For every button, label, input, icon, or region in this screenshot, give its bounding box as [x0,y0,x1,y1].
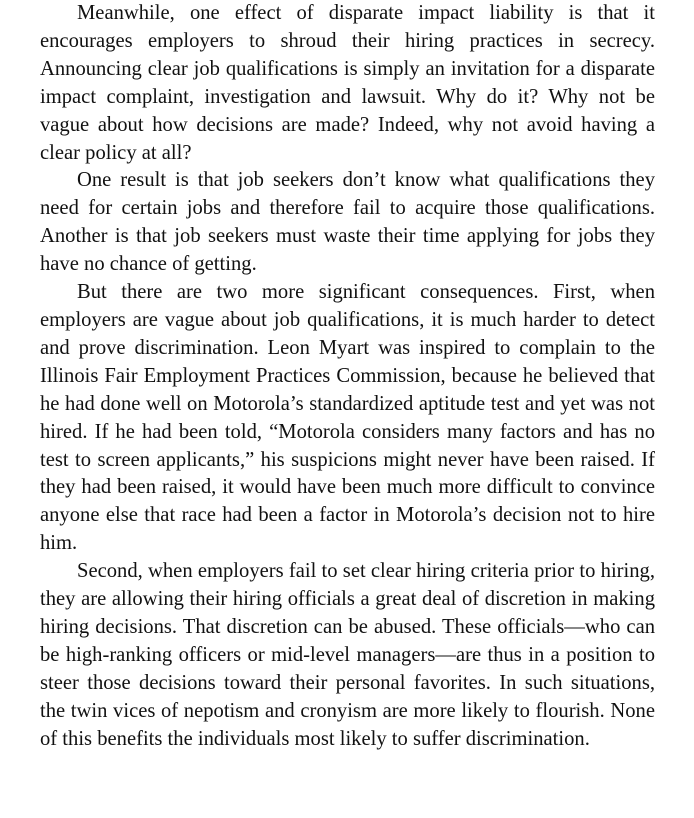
paragraph-job-seekers-result: One result is that job seekers don’t know what qualifications they need for certain jobs and therefore fail to acquire those qualifications. Another is that job seekers must waste their time applying for jobs they have no chance of getting. [40,169,655,276]
paragraph-disparate-impact-secrecy: Meanwhile, one effect of disparate impact liability is that it encourages employers to shroud their hiring practices in secrecy. Announcing clear job qualifications is simply an invitation for a disparate impact complaint, investigation and lawsuit. Why do it? Why not be vague about how decisions are made? Indeed, why not avoid having a clear policy at all? [40,2,655,164]
document-page [40,0,655,753]
paragraph-hiring-discretion: Second, when employers fail to set clear hiring criteria prior to hiring, they are allowing their hiring officials a great deal of discretion in making hiring decisions. That discretion can be abused. These officials—who can be high-ranking officers or mid-level managers—are thus in a position to steer those decisions toward their personal favorites. In such situations, the twin vices of nepotism and cronyism are more likely to flourish. None of this benefits the individuals most likely to suffer discrimination. [40,560,655,750]
paragraph-significant-consequences: But there are two more significant consequences. First, when employers are vague about job qualifications, it is much harder to detect and prove discrimination. Leon Myart was inspired to complain to the Illinois Fair Employment Practices Commission, because he believed that he had done well on Motorola’s standardized aptitude test and yet was not hired. If he had been told, “Motorola considers many factors and has no test to screen applicants,” his suspicions might never have been raised. If they had been raised, it would have been much more difficult to convince anyone else that race had been a factor in Motorola’s decision not to hire him. [40,281,655,555]
